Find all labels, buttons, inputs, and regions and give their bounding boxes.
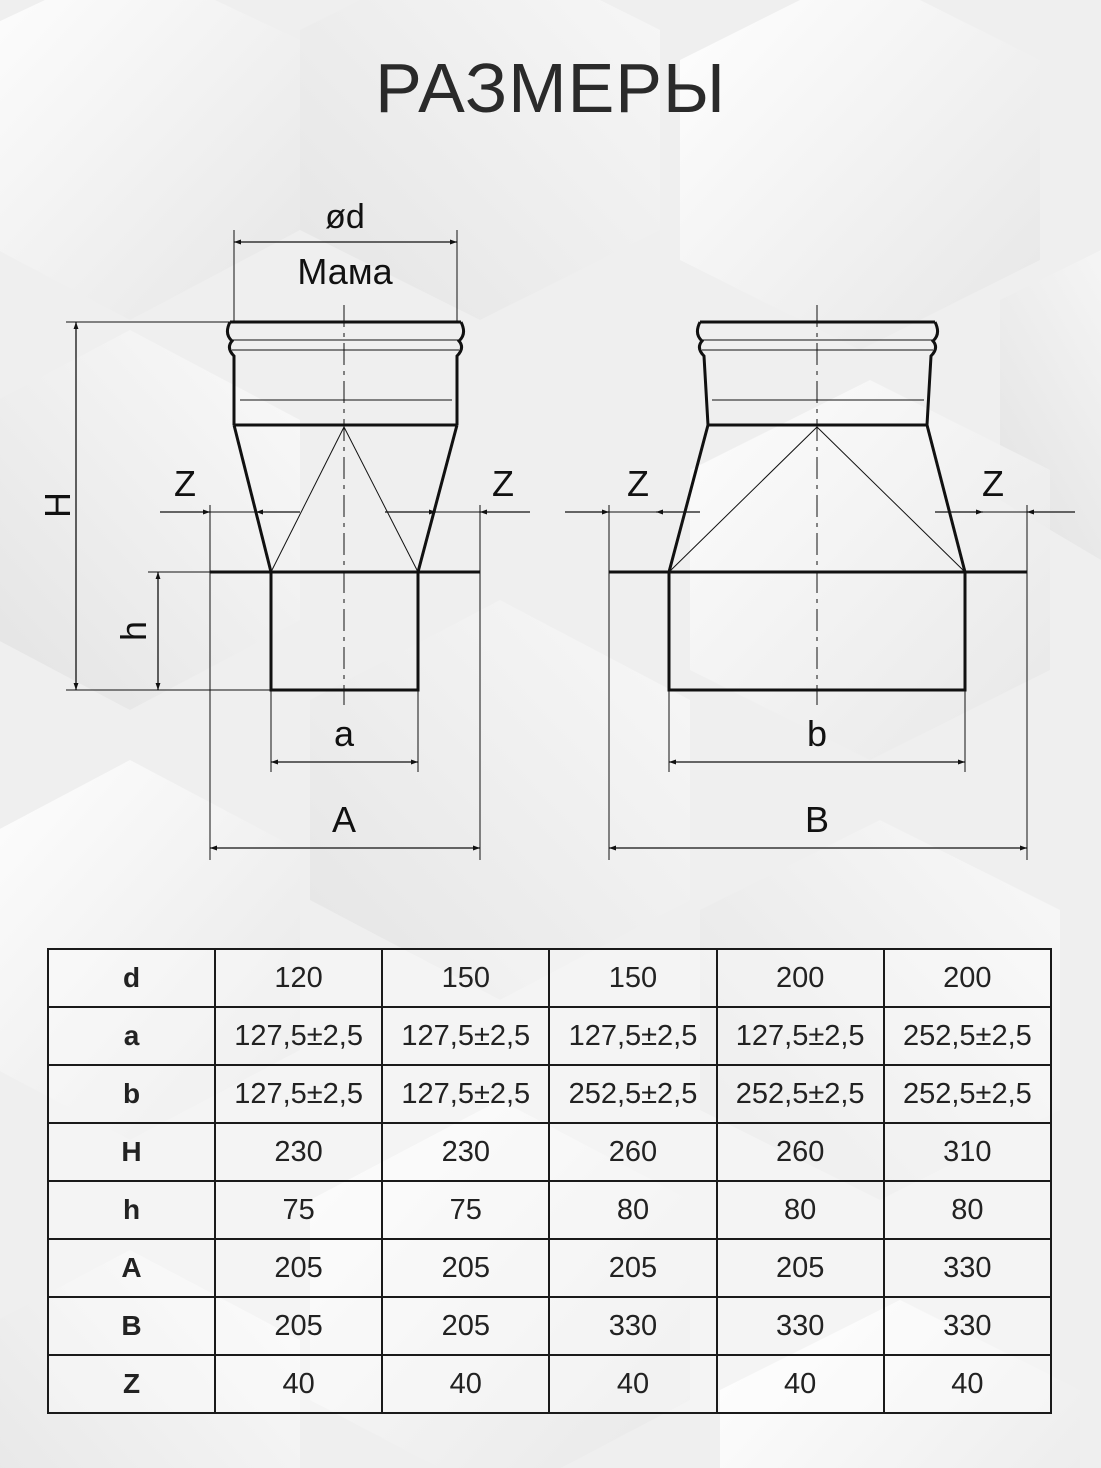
param-cell: B — [48, 1297, 215, 1355]
diameter-label: ød — [325, 198, 365, 236]
large-width-label: A — [331, 799, 357, 840]
dimensions-table — [47, 948, 1052, 1414]
value-cell: 330 — [884, 1239, 1051, 1297]
socket-label: Мама — [297, 251, 393, 292]
value-cell: 252,5±2,5 — [549, 1065, 716, 1123]
param-cell: a — [48, 1007, 215, 1065]
height-lower-label: h — [113, 620, 154, 642]
value-cell: 127,5±2,5 — [382, 1065, 549, 1123]
value-cell: 80 — [549, 1181, 716, 1239]
value-cell: 127,5±2,5 — [382, 1007, 549, 1065]
value-cell: 205 — [382, 1239, 549, 1297]
param-cell: b — [48, 1065, 215, 1123]
param-cell: h — [48, 1181, 215, 1239]
z-left-b-label: Z — [627, 463, 649, 504]
param-cell: d — [48, 949, 215, 1007]
value-cell: 205 — [717, 1239, 884, 1297]
value-cell: 127,5±2,5 — [215, 1007, 382, 1065]
value-cell: 127,5±2,5 — [215, 1065, 382, 1123]
page-title: РАЗМЕРЫ — [375, 49, 726, 127]
value-cell: 40 — [382, 1355, 549, 1413]
small-width-label: a — [333, 713, 355, 754]
table-row — [48, 949, 1051, 1007]
large-width-b-label: B — [804, 799, 830, 840]
value-cell: 75 — [215, 1181, 382, 1239]
value-cell: 80 — [717, 1181, 884, 1239]
value-cell: 330 — [884, 1297, 1051, 1355]
value-cell: 127,5±2,5 — [717, 1007, 884, 1065]
value-cell: 200 — [884, 949, 1051, 1007]
table-row — [48, 1181, 1051, 1239]
value-cell: 252,5±2,5 — [884, 1065, 1051, 1123]
value-cell: 40 — [215, 1355, 382, 1413]
value-cell: 260 — [717, 1123, 884, 1181]
value-cell: 252,5±2,5 — [884, 1007, 1051, 1065]
value-cell: 330 — [717, 1297, 884, 1355]
param-cell: A — [48, 1239, 215, 1297]
value-cell: 260 — [549, 1123, 716, 1181]
height-total-label: H — [37, 492, 78, 518]
z-right-label: Z — [492, 463, 514, 504]
socket-left — [227, 322, 463, 425]
value-cell: 200 — [717, 949, 884, 1007]
z-left-label: Z — [174, 463, 196, 504]
value-cell: 80 — [884, 1181, 1051, 1239]
value-cell: 205 — [382, 1297, 549, 1355]
value-cell: 40 — [549, 1355, 716, 1413]
table-row — [48, 1297, 1051, 1355]
value-cell: 330 — [549, 1297, 716, 1355]
small-width-b-label: b — [806, 713, 828, 754]
value-cell: 75 — [382, 1181, 549, 1239]
value-cell: 252,5±2,5 — [717, 1065, 884, 1123]
value-cell: 310 — [884, 1123, 1051, 1181]
right-view — [565, 305, 1075, 860]
value-cell: 120 — [215, 949, 382, 1007]
value-cell: 127,5±2,5 — [549, 1007, 716, 1065]
left-view — [66, 230, 530, 860]
value-cell: 205 — [215, 1297, 382, 1355]
param-cell: H — [48, 1123, 215, 1181]
table-row — [48, 1239, 1051, 1297]
value-cell: 205 — [215, 1239, 382, 1297]
z-right-b-label: Z — [982, 463, 1004, 504]
value-cell: 205 — [549, 1239, 716, 1297]
value-cell: 150 — [382, 949, 549, 1007]
param-cell: Z — [48, 1355, 215, 1413]
value-cell: 40 — [884, 1355, 1051, 1413]
table-row — [48, 1123, 1051, 1181]
table-row — [48, 1065, 1051, 1123]
value-cell: 230 — [382, 1123, 549, 1181]
value-cell: 230 — [215, 1123, 382, 1181]
table-row — [48, 1007, 1051, 1065]
value-cell: 40 — [717, 1355, 884, 1413]
value-cell: 150 — [549, 949, 716, 1007]
table-row — [48, 1355, 1051, 1413]
